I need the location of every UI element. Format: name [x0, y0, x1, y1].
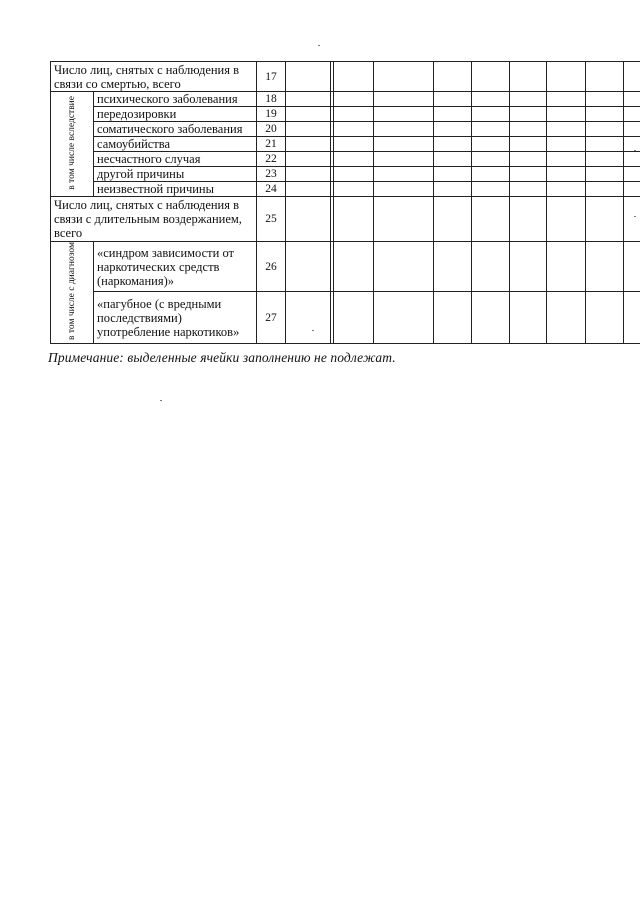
cell[interactable]: [547, 167, 586, 182]
table-row: [51, 62, 640, 92]
cell[interactable]: [472, 152, 510, 167]
row-number-17: 17: [257, 62, 286, 92]
cell[interactable]: [286, 122, 331, 137]
report-form: [50, 61, 640, 344]
cell[interactable]: [374, 182, 434, 197]
cell[interactable]: [286, 167, 331, 182]
cell[interactable]: [374, 242, 434, 292]
cell[interactable]: [286, 62, 331, 92]
group-label-cause-text: в том числе вследствие: [67, 95, 77, 190]
row-number-20: 20: [257, 122, 286, 137]
cell[interactable]: [472, 92, 510, 107]
table-row: [51, 92, 640, 107]
row-label-27: «пагубное (с вредными последствиями) употребление наркотиков»: [94, 292, 257, 344]
table-row: [51, 152, 640, 167]
row-label-17: Число лиц, снятых с наблюдения в связи со смертью, всего: [51, 62, 257, 92]
table-row: [51, 242, 640, 292]
table-row: [51, 292, 640, 344]
cell[interactable]: [374, 197, 434, 242]
cell[interactable]: [624, 292, 640, 344]
cell[interactable]: [586, 137, 624, 152]
row-number-25: 25: [257, 197, 286, 242]
table-row: [51, 122, 640, 137]
cell[interactable]: [510, 152, 547, 167]
cell[interactable]: [374, 122, 434, 137]
cell[interactable]: [624, 137, 640, 152]
cell[interactable]: [472, 182, 510, 197]
cell[interactable]: [586, 167, 624, 182]
cell[interactable]: [547, 62, 586, 92]
cell[interactable]: [547, 92, 586, 107]
cell[interactable]: [624, 197, 640, 242]
cell[interactable]: [472, 167, 510, 182]
cell[interactable]: [334, 92, 374, 107]
cell[interactable]: [434, 197, 472, 242]
cell[interactable]: [434, 242, 472, 292]
cell[interactable]: [434, 167, 472, 182]
scan-speck: [318, 45, 320, 46]
row-label-20: соматического заболевания: [94, 122, 257, 137]
cell[interactable]: [624, 152, 640, 167]
cell[interactable]: [624, 242, 640, 292]
group-label-diagnosis-text: в том числе с диагнозом: [67, 242, 77, 340]
cell[interactable]: [472, 137, 510, 152]
group-label-diagnosis: [51, 242, 94, 344]
cell[interactable]: [586, 197, 624, 242]
cell[interactable]: [510, 292, 547, 344]
cell[interactable]: [374, 167, 434, 182]
row-number-27: 27: [257, 292, 286, 344]
cell[interactable]: [510, 92, 547, 107]
cell[interactable]: [434, 137, 472, 152]
cell[interactable]: [624, 182, 640, 197]
cell[interactable]: [286, 137, 331, 152]
cell[interactable]: [586, 152, 624, 167]
cell[interactable]: [334, 197, 374, 242]
cell[interactable]: [434, 182, 472, 197]
cell[interactable]: [334, 137, 374, 152]
cell[interactable]: [510, 62, 547, 92]
cell[interactable]: [510, 122, 547, 137]
cell[interactable]: [434, 107, 472, 122]
cell[interactable]: [334, 182, 374, 197]
cell[interactable]: [472, 62, 510, 92]
cell[interactable]: [547, 122, 586, 137]
cell[interactable]: [286, 197, 331, 242]
table-row: [51, 107, 640, 122]
table-row: [51, 167, 640, 182]
cell[interactable]: [510, 182, 547, 197]
cell[interactable]: [434, 122, 472, 137]
cell[interactable]: [547, 152, 586, 167]
cell[interactable]: [434, 292, 472, 344]
cell[interactable]: [586, 62, 624, 92]
cell[interactable]: [374, 107, 434, 122]
cell[interactable]: [624, 122, 640, 137]
cell[interactable]: [586, 107, 624, 122]
cell[interactable]: [286, 107, 331, 122]
cell[interactable]: [547, 137, 586, 152]
cell[interactable]: [510, 242, 547, 292]
cell[interactable]: [472, 242, 510, 292]
row-label-18: психического заболевания: [94, 92, 257, 107]
cell[interactable]: [434, 92, 472, 107]
cell[interactable]: [334, 167, 374, 182]
cell[interactable]: [286, 92, 331, 107]
cell[interactable]: [472, 107, 510, 122]
cell[interactable]: [472, 122, 510, 137]
row-number-26: 26: [257, 242, 286, 292]
cell[interactable]: [624, 107, 640, 122]
cell[interactable]: [586, 122, 624, 137]
cell[interactable]: [586, 292, 624, 344]
cell[interactable]: [286, 182, 331, 197]
row-number-23: 23: [257, 167, 286, 182]
cell[interactable]: [586, 182, 624, 197]
cell[interactable]: [334, 292, 374, 344]
cell[interactable]: [374, 62, 434, 92]
cell[interactable]: [374, 152, 434, 167]
row-number-18: 18: [257, 92, 286, 107]
row-label-21: самоубийства: [94, 137, 257, 152]
row-label-26: «синдром зависимости от наркотических средств (наркомания)»: [94, 242, 257, 292]
table-row: [51, 137, 640, 152]
cell[interactable]: [586, 92, 624, 107]
row-number-21: 21: [257, 137, 286, 152]
cell[interactable]: [624, 62, 640, 92]
cell[interactable]: [547, 182, 586, 197]
cell[interactable]: [510, 197, 547, 242]
cell[interactable]: [472, 197, 510, 242]
cell[interactable]: [334, 62, 374, 92]
cell[interactable]: [334, 122, 374, 137]
row-label-25: Число лиц, снятых с наблюдения в связи с длительным воздержанием, всего: [51, 197, 257, 242]
data-table: [50, 61, 640, 344]
cell[interactable]: [434, 152, 472, 167]
scan-speck: [634, 216, 636, 217]
cell[interactable]: [547, 197, 586, 242]
row-label-22: несчастного случая: [94, 152, 257, 167]
row-number-22: 22: [257, 152, 286, 167]
cell[interactable]: [624, 92, 640, 107]
cell[interactable]: [510, 167, 547, 182]
row-label-23: другой причины: [94, 167, 257, 182]
cell[interactable]: [547, 107, 586, 122]
row-label-24: неизвестной причины: [94, 182, 257, 197]
cell[interactable]: [286, 292, 331, 344]
scan-speck: [634, 150, 636, 151]
scan-speck: [160, 400, 162, 401]
cell[interactable]: [286, 242, 331, 292]
footnote: Примечание: выделенные ячейки заполнению не подлежат.: [48, 350, 396, 365]
cell[interactable]: [286, 152, 331, 167]
cell[interactable]: [374, 137, 434, 152]
cell[interactable]: [334, 242, 374, 292]
row-number-19: 19: [257, 107, 286, 122]
cell[interactable]: [472, 292, 510, 344]
cell[interactable]: [586, 242, 624, 292]
table-row: [51, 197, 640, 242]
cell[interactable]: [434, 62, 472, 92]
cell[interactable]: [624, 167, 640, 182]
row-label-19: передозировки: [94, 107, 257, 122]
cell[interactable]: [510, 107, 547, 122]
group-label-cause: [51, 92, 94, 197]
cell[interactable]: [334, 107, 374, 122]
table-row: [51, 182, 640, 197]
row-number-24: 24: [257, 182, 286, 197]
cell[interactable]: [547, 292, 586, 344]
cell[interactable]: [510, 137, 547, 152]
cell[interactable]: [547, 242, 586, 292]
scan-speck: [312, 330, 314, 331]
cell[interactable]: [374, 92, 434, 107]
cell[interactable]: [334, 152, 374, 167]
cell[interactable]: [374, 292, 434, 344]
